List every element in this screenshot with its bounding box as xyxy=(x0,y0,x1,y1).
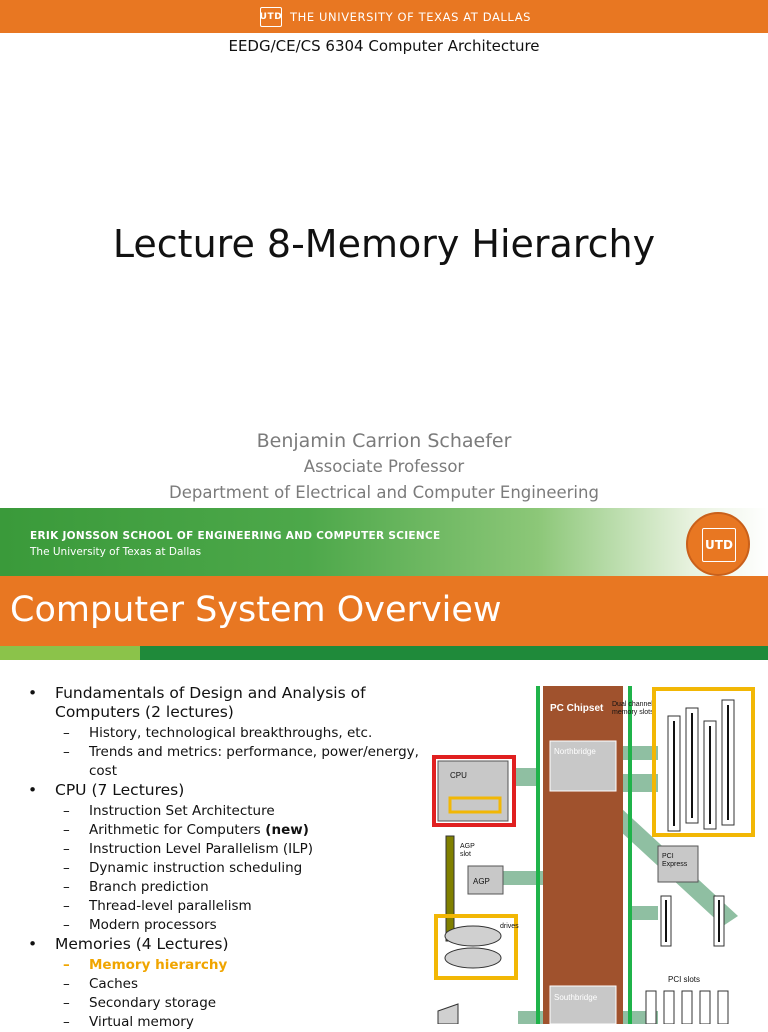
university-top-bar xyxy=(0,0,768,33)
pci-slots-label: PCI slots xyxy=(668,975,701,984)
university-name: THE UNIVERSITY OF TEXAS AT DALLAS xyxy=(290,9,532,24)
bullet-list xyxy=(28,684,428,1032)
school-banner xyxy=(0,508,768,576)
pci-express-line1: PCI xyxy=(662,853,674,860)
sub-bullet: – Modern processors xyxy=(63,917,217,933)
lecture-title: Lecture 8-Memory Hierarchy xyxy=(112,222,656,266)
school-name: ERIK JONSSON SCHOOL OF ENGINEERING AND COMPUTER SCIENCE xyxy=(30,530,441,542)
sub-bullet: – Instruction Set Architecture xyxy=(63,803,275,819)
university-brand xyxy=(260,0,531,33)
sub-bullet: – Dynamic instruction scheduling xyxy=(63,860,303,876)
memory-slot-groove xyxy=(709,726,711,824)
school-university: The University of Texas at Dallas xyxy=(30,546,202,558)
pci-slot xyxy=(718,991,728,1024)
memory-slots-line1: Dual channel xyxy=(612,701,653,708)
bus-cpu-northbridge xyxy=(516,768,538,786)
sub-bullet: – Instruction Level Parallelism (ILP) xyxy=(63,841,314,857)
sub-bullet: – Trends and metrics: performance, power/energy, cost xyxy=(63,744,419,779)
pci-slot xyxy=(646,991,656,1024)
southbridge-box xyxy=(550,986,616,1024)
bullet-fundamentals: • Fundamentals of Design and Analysis of Computers (2 lectures) xyxy=(28,684,428,722)
utd-logo-icon: UTD xyxy=(260,7,282,27)
pc-chipset-label: PC Chipset xyxy=(550,703,604,714)
pci-slot xyxy=(700,991,710,1024)
new-tag: (new) xyxy=(260,822,309,838)
utd-seal-icon xyxy=(686,512,750,576)
course-title: EEDG/CE/CS 6304 Computer Architecture xyxy=(228,37,540,55)
agp-slot-label xyxy=(460,843,475,858)
memory-slots-label xyxy=(612,701,654,716)
sub-bullet: – Caches xyxy=(63,976,139,992)
author-department: Department of Electrical and Computer Engineering xyxy=(169,483,599,502)
pcie-slot-groove xyxy=(665,900,667,942)
southbridge-label: Southbridge xyxy=(554,993,598,1002)
header-stripe-dark xyxy=(140,646,768,660)
drives-label: drives xyxy=(500,923,519,930)
sub-bullet: – Branch prediction xyxy=(63,879,209,895)
northbridge-label: Northbridge xyxy=(554,747,596,756)
author-role: Associate Professor xyxy=(303,457,465,476)
pci-slot-group xyxy=(646,991,728,1024)
sub-bullet: – Virtual memory xyxy=(63,1014,194,1030)
agp-label: AGP xyxy=(473,877,490,886)
pc-chipset-column xyxy=(543,686,623,1024)
cpu-cache-highlight xyxy=(450,798,500,812)
sub-bullet-highlighted: – Memory hierarchy xyxy=(63,957,228,973)
pci-express-line2: Express xyxy=(662,861,688,868)
memory-slot-groove xyxy=(727,705,729,820)
sub-bullet: – Arithmetic for Computers (new) xyxy=(63,822,309,838)
pci-slot xyxy=(664,991,674,1024)
agp-slot-line1: AGP xyxy=(460,843,475,850)
agp-slot-bar xyxy=(446,836,454,941)
hard-drive-icon xyxy=(445,926,501,946)
cpu-label: CPU xyxy=(450,771,467,780)
bus-pcie xyxy=(628,906,658,920)
sub-bullet: – Secondary storage xyxy=(63,995,217,1011)
pcie-slot-groove xyxy=(718,900,720,942)
pc-architecture-diagram xyxy=(428,686,768,1024)
pci-slot xyxy=(682,991,692,1024)
memory-slot-group xyxy=(668,700,734,831)
header-stripe-light xyxy=(0,646,140,660)
bullet-memories: • Memories (4 Lectures) xyxy=(28,935,428,954)
memory-slot-groove xyxy=(691,713,693,818)
agp-slot-line2: slot xyxy=(460,851,471,858)
sub-bullet: – Thread-level parallelism xyxy=(63,898,252,914)
seal-mark: UTD xyxy=(702,528,736,562)
memory-slots-line2: memory slots xyxy=(612,709,654,716)
bullet-cpu: • CPU (7 Lectures) xyxy=(28,781,428,800)
sub-bullet: – History, technological breakthroughs, etc. xyxy=(63,725,373,741)
hard-drive-icon xyxy=(445,948,501,968)
memory-slot-grooves xyxy=(673,705,729,826)
memory-slot-groove xyxy=(673,721,675,826)
slide-heading: Computer System Overview xyxy=(10,590,502,630)
overview-slide xyxy=(0,576,768,1030)
device-icon xyxy=(438,1004,458,1024)
slide-header xyxy=(0,576,768,646)
author-name: Benjamin Carrion Schaefer xyxy=(256,430,512,452)
